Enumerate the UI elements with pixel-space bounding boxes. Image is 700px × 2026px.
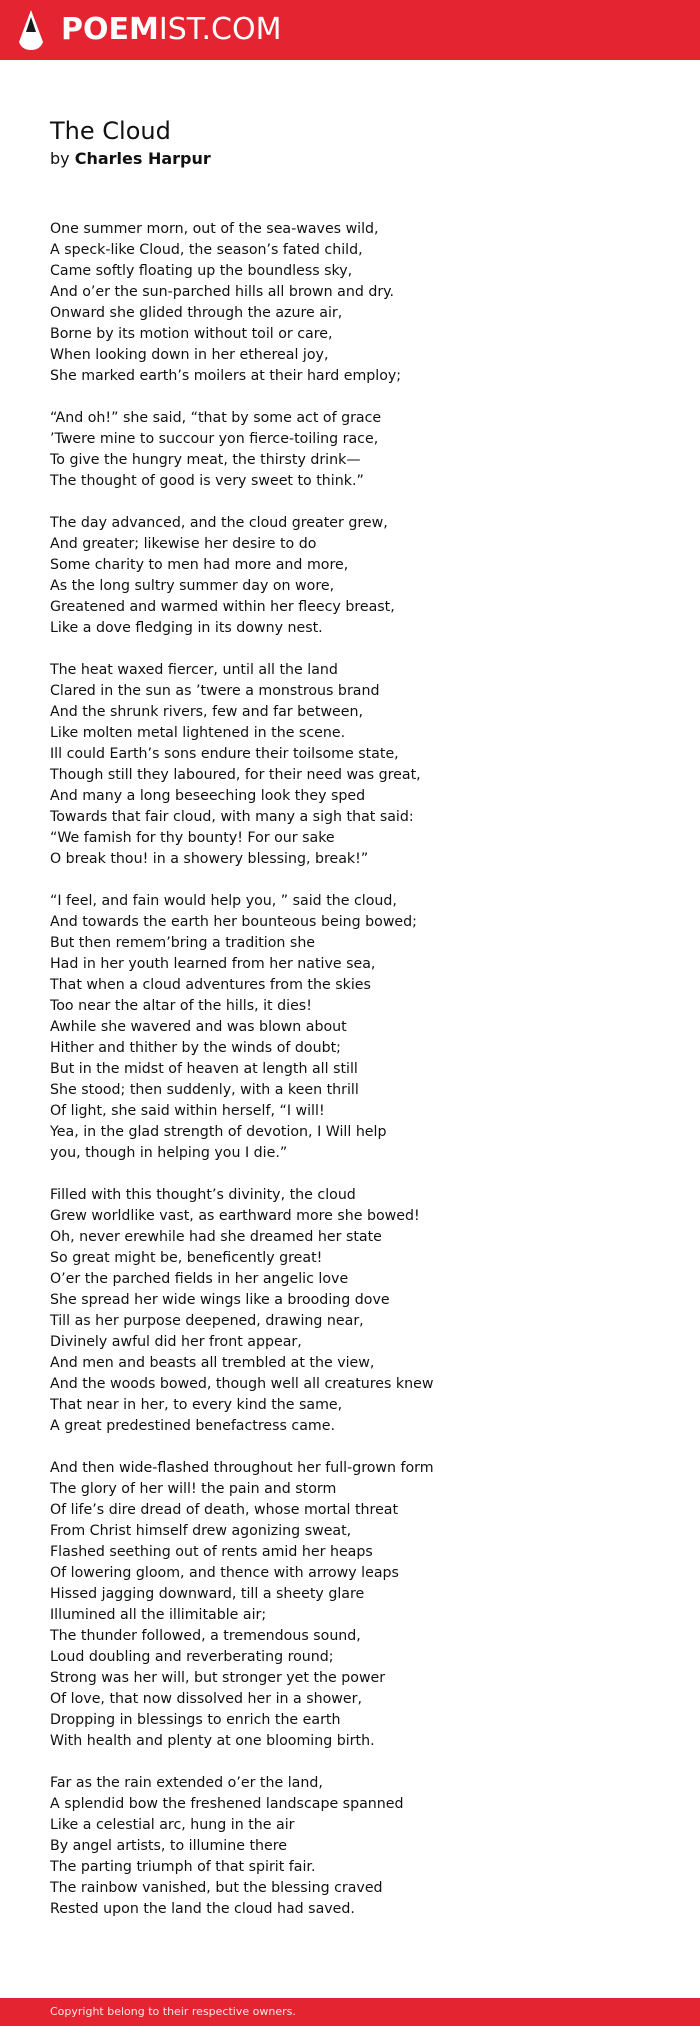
poem-line: Dropping in blessings to enrich the earth (50, 1712, 341, 1728)
poem-stanza (50, 513, 670, 639)
poem-line: But in the midst of heaven at length all still (50, 1061, 358, 1077)
poem-line: As the long sultry summer day on wore, (50, 578, 335, 594)
poem-line: From Christ himself drew agonizing sweat, (50, 1523, 352, 1539)
poem-line: A speck-like Cloud, the season’s fated child, (50, 242, 363, 258)
poem-line: When looking down in her ethereal joy, (50, 347, 329, 363)
poem-line: Loud doubling and reverberating round; (50, 1649, 334, 1665)
poem-line: That near in her, to every kind the same, (50, 1397, 343, 1413)
poem-line: The day advanced, and the cloud greater grew, (50, 515, 388, 531)
author-name: Charles Harpur (74, 149, 211, 168)
poem-line: Ill could Earth’s sons endure their toilsome state, (50, 746, 399, 762)
poem-line: Some charity to men had more and more, (50, 557, 349, 573)
poem-line: The rainbow vanished, but the blessing craved (50, 1880, 383, 1896)
poem-line: Grew worldlike vast, as earthward more she bowed! (50, 1208, 420, 1224)
poem-line: Towards that fair cloud, with many a sigh that said: (50, 809, 414, 825)
poem-line: Clared in the sun as ’twere a monstrous brand (50, 683, 380, 699)
poem-line: But then remem’bring a tradition she (50, 935, 316, 951)
poem-line: And the shrunk rivers, few and far between, (50, 704, 364, 720)
poem-line: And then wide-flashed throughout her full-grown form (50, 1460, 434, 1476)
poem-line: Of lowering gloom, and thence with arrowy leaps (50, 1565, 399, 1581)
poem-line: Onward she glided through the azure air, (50, 305, 343, 321)
poem-line: O’er the parched fields in her angelic love (50, 1271, 349, 1287)
poem-line: Came softly floating up the boundless sky, (50, 263, 353, 279)
poem-line: Though still they laboured, for their need was great, (50, 767, 421, 783)
poem-line: By angel artists, to illumine there (50, 1838, 288, 1854)
poem-line: Flashed seething out of rents amid her heaps (50, 1544, 373, 1560)
poem-line: Hither and thither by the winds of doubt; (50, 1040, 341, 1056)
poem-line: O break thou! in a showery blessing, break!” (50, 851, 369, 867)
poem-stanza (50, 1773, 670, 1920)
poem-line: To give the hungry meat, the thirsty drink— (50, 452, 361, 468)
logo-bold-text: POEM (61, 12, 159, 47)
poem-line: With health and plenty at one blooming birth. (50, 1733, 375, 1749)
poem-line: And the woods bowed, though well all creatures knew (50, 1376, 434, 1392)
poem-line: She spread her wide wings like a brooding dove (50, 1292, 390, 1308)
poem-stanza (50, 1458, 670, 1752)
poem-line: Had in her youth learned from her native sea, (50, 956, 376, 972)
poem-line: And men and beasts all trembled at the view, (50, 1355, 375, 1371)
poem-line: The heat waxed fiercer, until all the land (50, 662, 338, 678)
poem-line: Strong was her will, but stronger yet the power (50, 1670, 386, 1686)
poem-line: A splendid bow the freshened landscape spanned (50, 1796, 404, 1812)
poem-title: The Cloud (50, 117, 171, 145)
poem-line: Till as her purpose deepened, drawing near, (50, 1313, 364, 1329)
poem-line: Rested upon the land the cloud had saved. (50, 1901, 355, 1917)
poem-line: One summer morn, out of the sea-waves wild, (50, 221, 379, 237)
poem-line: Divinely awful did her front appear, (50, 1334, 302, 1350)
poem-line: And towards the earth her bounteous being bowed; (50, 914, 417, 930)
poem-line: “I feel, and fain would help you, ” said the cloud, (50, 893, 397, 909)
pencil-tip-icon (18, 9, 44, 51)
poem-stanza (50, 660, 670, 870)
poem-stanza (50, 408, 670, 492)
poem-line: She stood; then suddenly, with a keen thrill (50, 1082, 359, 1098)
poem-stanza (50, 219, 670, 387)
poem-line: “We famish for thy bounty! For our sake (50, 830, 335, 846)
poem-line: So great might be, beneficently great! (50, 1250, 323, 1266)
poem-line: Filled with this thought’s divinity, the cloud (50, 1187, 356, 1203)
poem-line: Hissed jagging downward, till a sheety glare (50, 1586, 365, 1602)
poem-line: The thunder followed, a tremendous sound, (50, 1628, 361, 1644)
poem-stanza (50, 1185, 670, 1437)
logo-light-text: IST.COM (158, 12, 282, 47)
copyright-text: Copyright belong to their respective owners. (50, 2005, 296, 2018)
poem-line: And many a long beseeching look they sped (50, 788, 366, 804)
poem-line: Greatened and warmed within her fleecy breast, (50, 599, 395, 615)
site-logo[interactable] (61, 9, 281, 51)
poem-line: ’Twere mine to succour yon fierce-toiling race, (50, 431, 379, 447)
poem-line: Borne by its motion without toil or care, (50, 326, 333, 342)
poem-body (50, 219, 670, 1941)
poem-line: Of life’s dire dread of death, whose mortal threat (50, 1502, 399, 1518)
poem-byline (50, 149, 211, 169)
poem-line: And o’er the sun-parched hills all brown and dry. (50, 284, 395, 300)
poem-line: Illumined all the illimitable air; (50, 1607, 267, 1623)
poem-stanza (50, 891, 670, 1164)
poem-line: She marked earth’s moilers at their hard employ; (50, 368, 402, 384)
poem-line: The thought of good is very sweet to think.” (50, 473, 364, 489)
poem-line: A great predestined benefactress came. (50, 1418, 335, 1434)
poem-line: Yea, in the glad strength of devotion, I Will help (50, 1124, 387, 1140)
poem-line: Too near the altar of the hills, it dies! (50, 998, 312, 1014)
by-label: by (50, 149, 70, 168)
poem-line: Like a celestial arc, hung in the air (50, 1817, 295, 1833)
poem-line: Oh, never erewhile had she dreamed her state (50, 1229, 382, 1245)
poem-line: Awhile she wavered and was blown about (50, 1019, 347, 1035)
poem-line: “And oh!” she said, “that by some act of grace (50, 410, 382, 426)
poem-line: Of light, she said within herself, “I will! (50, 1103, 325, 1119)
poem-line: Like a dove fledging in its downy nest. (50, 620, 323, 636)
poem-line: Like molten metal lightened in the scene. (50, 725, 346, 741)
poem-line: And greater; likewise her desire to do (50, 536, 317, 552)
poem-line: The glory of her will! the pain and storm (50, 1481, 337, 1497)
site-footer (0, 1998, 700, 2026)
poem-line: you, though in helping you I die.” (50, 1145, 288, 1161)
poem-line: Of love, that now dissolved her in a shower, (50, 1691, 362, 1707)
poem-line: The parting triumph of that spirit fair. (50, 1859, 316, 1875)
poem-line: That when a cloud adventures from the skies (50, 977, 371, 993)
site-header (0, 0, 700, 60)
poem-line: Far as the rain extended o’er the land, (50, 1775, 323, 1791)
